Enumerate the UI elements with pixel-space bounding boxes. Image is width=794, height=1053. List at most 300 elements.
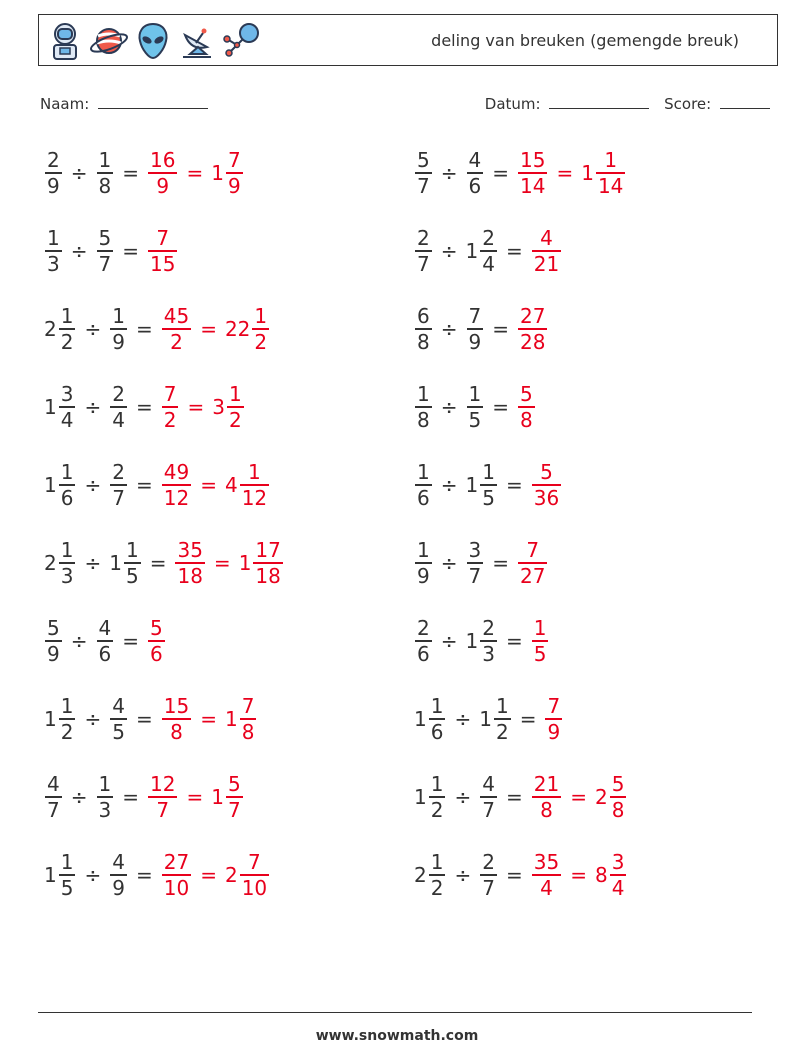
divide-sign: ÷ (84, 551, 102, 575)
divide-sign: ÷ (84, 863, 102, 887)
answer-fraction (517, 382, 536, 432)
denominator: 2 (254, 329, 268, 354)
problem-item (44, 767, 244, 827)
answer-fraction (544, 694, 563, 744)
problem-item (414, 377, 536, 437)
name-field (40, 94, 208, 113)
divisor (466, 616, 498, 666)
numerator: 4 (47, 772, 60, 797)
answer-fraction (161, 304, 192, 354)
numerator: 1 (604, 148, 618, 173)
divide-sign: ÷ (70, 161, 88, 185)
denominator: 9 (547, 719, 561, 744)
answer (531, 772, 628, 822)
denominator: 12 (241, 485, 268, 510)
numerator: 2 (482, 850, 495, 875)
answer-fraction (161, 382, 180, 432)
denominator: 10 (241, 875, 268, 900)
numerator: 27 (163, 850, 190, 875)
answer-fraction (517, 148, 548, 198)
fraction (97, 148, 114, 198)
equals-sign: = (492, 317, 509, 341)
worksheet-title: deling van breuken (gemengde breuk) (431, 31, 739, 50)
numerator: 2 (112, 460, 125, 485)
denominator: 3 (60, 563, 74, 588)
numerator: 2 (47, 148, 60, 173)
alien-icon (133, 21, 173, 61)
denominator: 2 (163, 407, 177, 432)
answer-mixed-number (595, 772, 627, 822)
fraction (227, 382, 244, 432)
fraction (148, 148, 177, 198)
divisor (479, 772, 498, 822)
numerator: 2 (417, 616, 430, 641)
problem-item (414, 143, 626, 203)
dividend (44, 850, 76, 900)
fraction (110, 850, 127, 900)
fraction (59, 850, 76, 900)
fraction (162, 694, 191, 744)
fraction (429, 772, 446, 822)
fraction (429, 694, 446, 744)
problem-item (414, 455, 562, 515)
fraction (97, 616, 114, 666)
denominator: 7 (468, 563, 482, 588)
problem-item (44, 221, 178, 281)
answer (531, 226, 562, 276)
dividend (414, 148, 433, 198)
fraction (148, 226, 177, 276)
equals-sign: = (135, 473, 153, 497)
numerator: 1 (60, 850, 74, 875)
divisor (109, 538, 141, 588)
fraction (124, 538, 141, 588)
fraction (429, 850, 446, 900)
footer-url: www.snowmath.com (315, 1028, 479, 1044)
denominator: 2 (495, 719, 509, 744)
footer-divider (38, 1012, 752, 1013)
equals-sign: = (505, 785, 523, 809)
denominator: 7 (98, 251, 112, 276)
fraction (532, 460, 561, 510)
divisor (96, 616, 115, 666)
denominator: 9 (112, 329, 125, 354)
fraction (518, 538, 547, 588)
fraction (480, 616, 497, 666)
denominator: 7 (417, 173, 430, 198)
answer-mixed-number (225, 850, 270, 900)
answer (147, 148, 244, 198)
fraction (532, 616, 549, 666)
fraction (162, 304, 191, 354)
denominator: 8 (417, 407, 430, 432)
answer-equals-sign: = (186, 785, 204, 809)
denominator: 6 (98, 641, 112, 666)
fraction (610, 772, 627, 822)
denominator: 9 (156, 173, 170, 198)
problem-item (44, 689, 257, 749)
divide-sign: ÷ (70, 785, 88, 809)
divide-sign: ÷ (70, 629, 88, 653)
numerator: 1 (248, 460, 261, 485)
divisor (109, 694, 128, 744)
answer-equals-sign: = (570, 785, 587, 809)
denominator: 5 (482, 485, 495, 510)
fraction (415, 460, 432, 510)
answer-fraction (161, 694, 192, 744)
problem-item (414, 845, 627, 905)
fraction (110, 694, 127, 744)
numerator: 27 (520, 304, 546, 329)
dividend (44, 460, 76, 510)
numerator: 15 (520, 148, 546, 173)
answer (517, 304, 548, 354)
answer-fraction (517, 538, 548, 588)
numerator: 5 (540, 460, 553, 485)
fraction (45, 772, 62, 822)
denominator: 5 (112, 719, 125, 744)
whole-number: 1 (224, 707, 238, 731)
equals-sign: = (505, 863, 523, 887)
fraction (59, 694, 76, 744)
divisor (109, 460, 128, 510)
numerator: 1 (60, 694, 74, 719)
divide-sign: ÷ (440, 473, 458, 497)
answer (161, 850, 270, 900)
numerator: 7 (526, 538, 540, 563)
whole-number: 1 (44, 707, 57, 731)
denominator: 21 (533, 251, 560, 276)
denominator: 2 (60, 329, 74, 354)
fraction (467, 148, 484, 198)
astronaut-icon (45, 21, 85, 61)
numerator: 7 (468, 304, 482, 329)
numerator: 1 (430, 772, 444, 797)
denominator: 2 (60, 719, 74, 744)
answer-equals-sign: = (187, 395, 205, 419)
fraction (480, 460, 497, 510)
dividend (414, 460, 433, 510)
answer-fraction (161, 460, 192, 510)
fraction (97, 772, 114, 822)
fraction (415, 226, 432, 276)
numerator: 1 (417, 460, 430, 485)
answer (531, 460, 562, 510)
equals-sign: = (122, 239, 139, 263)
problem-item (44, 377, 245, 437)
denominator: 7 (482, 797, 495, 822)
numerator: 1 (254, 304, 268, 329)
denominator: 6 (60, 485, 74, 510)
denominator: 7 (112, 485, 125, 510)
denominator: 6 (150, 641, 163, 666)
denominator: 3 (47, 251, 60, 276)
numerator: 1 (60, 304, 74, 329)
dividend (414, 850, 446, 900)
divisor (466, 226, 498, 276)
numerator: 1 (60, 460, 74, 485)
answer (517, 148, 626, 198)
divisor (466, 148, 485, 198)
denominator: 5 (468, 407, 482, 432)
divide-sign: ÷ (440, 395, 458, 419)
fraction (45, 148, 62, 198)
answer-equals-sign: = (556, 161, 574, 185)
divide-sign: ÷ (440, 161, 458, 185)
answer-equals-sign: = (213, 551, 231, 575)
fraction (240, 850, 269, 900)
name-blank (98, 94, 208, 109)
answer-mixed-number (211, 148, 243, 198)
problem-item (44, 143, 244, 203)
divisor (109, 382, 128, 432)
name-label: Naam: (40, 95, 90, 113)
denominator: 8 (170, 719, 183, 744)
fraction (162, 850, 191, 900)
answer-fraction (531, 616, 550, 666)
denominator: 8 (520, 407, 533, 432)
numerator: 1 (430, 850, 444, 875)
denominator: 8 (540, 797, 553, 822)
problem-item (414, 611, 549, 671)
denominator: 36 (533, 485, 560, 510)
answer-equals-sign: = (200, 707, 217, 731)
whole-number: 3 (212, 395, 225, 419)
header-icons (45, 21, 261, 61)
fraction (415, 382, 432, 432)
whole-number: 1 (465, 629, 479, 653)
fraction (467, 538, 484, 588)
answer-fraction (531, 772, 562, 822)
denominator: 5 (60, 875, 74, 900)
denominator: 7 (417, 251, 430, 276)
equals-sign: = (505, 629, 523, 653)
numerator: 6 (417, 304, 430, 329)
answer (161, 304, 270, 354)
whole-number: 2 (44, 317, 57, 341)
equals-sign: = (135, 863, 153, 887)
answer (161, 694, 258, 744)
denominator: 8 (417, 329, 430, 354)
problem-item (414, 533, 548, 593)
answer (531, 850, 628, 900)
numerator: 4 (112, 850, 125, 875)
fraction (45, 226, 62, 276)
numerator: 16 (150, 148, 176, 173)
whole-number: 1 (581, 161, 594, 185)
denominator: 7 (156, 797, 170, 822)
equals-sign: = (149, 551, 167, 575)
denominator: 4 (60, 407, 74, 432)
dividend (414, 772, 446, 822)
dividend (44, 538, 76, 588)
space-probe-icon (221, 21, 261, 61)
divide-sign: ÷ (84, 395, 102, 419)
denominator: 6 (468, 173, 482, 198)
answer-equals-sign: = (200, 317, 217, 341)
fraction (59, 382, 76, 432)
numerator: 5 (150, 616, 163, 641)
problem-item (44, 299, 270, 359)
equals-sign: = (519, 707, 537, 731)
denominator: 9 (417, 563, 430, 588)
fraction (480, 772, 497, 822)
whole-number: 4 (224, 473, 238, 497)
numerator: 3 (611, 850, 625, 875)
fraction (480, 850, 497, 900)
answer-fraction (517, 304, 548, 354)
problem-item (44, 845, 270, 905)
whole-number: 2 (224, 863, 238, 887)
fraction (45, 616, 62, 666)
numerator: 1 (98, 148, 112, 173)
denominator: 9 (468, 329, 482, 354)
equals-sign: = (135, 395, 153, 419)
divide-sign: ÷ (440, 239, 458, 263)
numerator: 1 (60, 538, 74, 563)
equals-sign: = (492, 551, 509, 575)
answer-fraction (147, 616, 166, 666)
fraction (175, 538, 204, 588)
numerator: 21 (533, 772, 560, 797)
divide-sign: ÷ (454, 785, 472, 809)
divisor (466, 304, 485, 354)
answer (161, 382, 245, 432)
numerator: 1 (125, 538, 139, 563)
answer (161, 460, 270, 510)
whole-number: 2 (414, 863, 427, 887)
fraction (518, 382, 535, 432)
answer-mixed-number (581, 148, 626, 198)
fraction (532, 226, 561, 276)
planet-icon (89, 21, 129, 61)
answer-fraction (174, 538, 205, 588)
denominator: 2 (228, 407, 242, 432)
numerator: 7 (241, 694, 255, 719)
numerator: 12 (150, 772, 176, 797)
numerator: 1 (468, 382, 482, 407)
satellite-dish-icon (177, 21, 217, 61)
fraction (162, 460, 191, 510)
answer (174, 538, 283, 588)
problem-item (414, 767, 627, 827)
answer-mixed-number (225, 694, 257, 744)
problem-item (414, 221, 562, 281)
divisor (479, 694, 511, 744)
denominator: 9 (112, 875, 125, 900)
equals-sign: = (492, 161, 509, 185)
denominator: 7 (227, 797, 241, 822)
date-score-field (485, 94, 770, 113)
denominator: 5 (533, 641, 547, 666)
whole-number: 1 (414, 785, 427, 809)
denominator: 8 (241, 719, 255, 744)
numerator: 1 (417, 382, 430, 407)
fraction (415, 304, 432, 354)
denominator: 18 (255, 563, 281, 588)
divisor (96, 772, 115, 822)
problem-item (44, 455, 270, 515)
fraction (494, 694, 511, 744)
equals-sign: = (505, 239, 523, 263)
whole-number: 1 (109, 551, 122, 575)
answer (544, 694, 563, 744)
denominator: 7 (47, 797, 60, 822)
problem-item (44, 533, 284, 593)
answer-equals-sign: = (570, 863, 587, 887)
divisor (109, 304, 128, 354)
numerator: 2 (112, 382, 125, 407)
whole-number: 1 (211, 785, 224, 809)
equals-sign: = (135, 317, 153, 341)
numerator: 4 (540, 226, 553, 251)
denominator: 7 (482, 875, 495, 900)
dividend (44, 304, 76, 354)
answer-fraction (147, 772, 178, 822)
fraction (467, 382, 484, 432)
fraction (415, 538, 432, 588)
fraction (148, 772, 177, 822)
denominator: 2 (430, 875, 444, 900)
whole-number: 1 (465, 473, 479, 497)
divide-sign: ÷ (440, 551, 458, 575)
fraction (252, 304, 269, 354)
fraction (532, 772, 561, 822)
answer-fraction (161, 850, 192, 900)
denominator: 9 (227, 173, 241, 198)
divide-sign: ÷ (440, 317, 458, 341)
whole-number: 1 (211, 161, 224, 185)
dividend (414, 304, 433, 354)
numerator: 1 (47, 226, 60, 251)
answer (147, 616, 166, 666)
numerator: 2 (482, 616, 495, 641)
numerator: 1 (430, 694, 444, 719)
answer-mixed-number (595, 850, 627, 900)
answer (531, 616, 550, 666)
fraction (162, 382, 179, 432)
numerator: 1 (98, 772, 112, 797)
dividend (44, 616, 63, 666)
answer-equals-sign: = (186, 161, 204, 185)
numerator: 17 (255, 538, 281, 563)
whole-number: 1 (44, 473, 57, 497)
numerator: 5 (98, 226, 112, 251)
answer-mixed-number (212, 382, 244, 432)
equals-sign: = (122, 785, 139, 809)
dividend (44, 226, 63, 276)
divide-sign: ÷ (440, 629, 458, 653)
whole-number: 2 (594, 785, 608, 809)
divide-sign: ÷ (84, 473, 102, 497)
dividend (44, 382, 76, 432)
divide-sign: ÷ (84, 317, 102, 341)
answer-equals-sign: = (200, 863, 217, 887)
numerator: 2 (417, 226, 430, 251)
answer-mixed-number (225, 460, 270, 510)
dividend (414, 616, 433, 666)
denominator: 12 (163, 485, 190, 510)
fraction (226, 148, 243, 198)
numerator: 5 (227, 772, 241, 797)
denominator: 18 (177, 563, 203, 588)
divide-sign: ÷ (84, 707, 102, 731)
answer-fraction (531, 460, 562, 510)
equals-sign: = (122, 629, 139, 653)
numerator: 4 (112, 694, 125, 719)
numerator: 2 (482, 226, 495, 251)
equals-sign: = (135, 707, 153, 731)
